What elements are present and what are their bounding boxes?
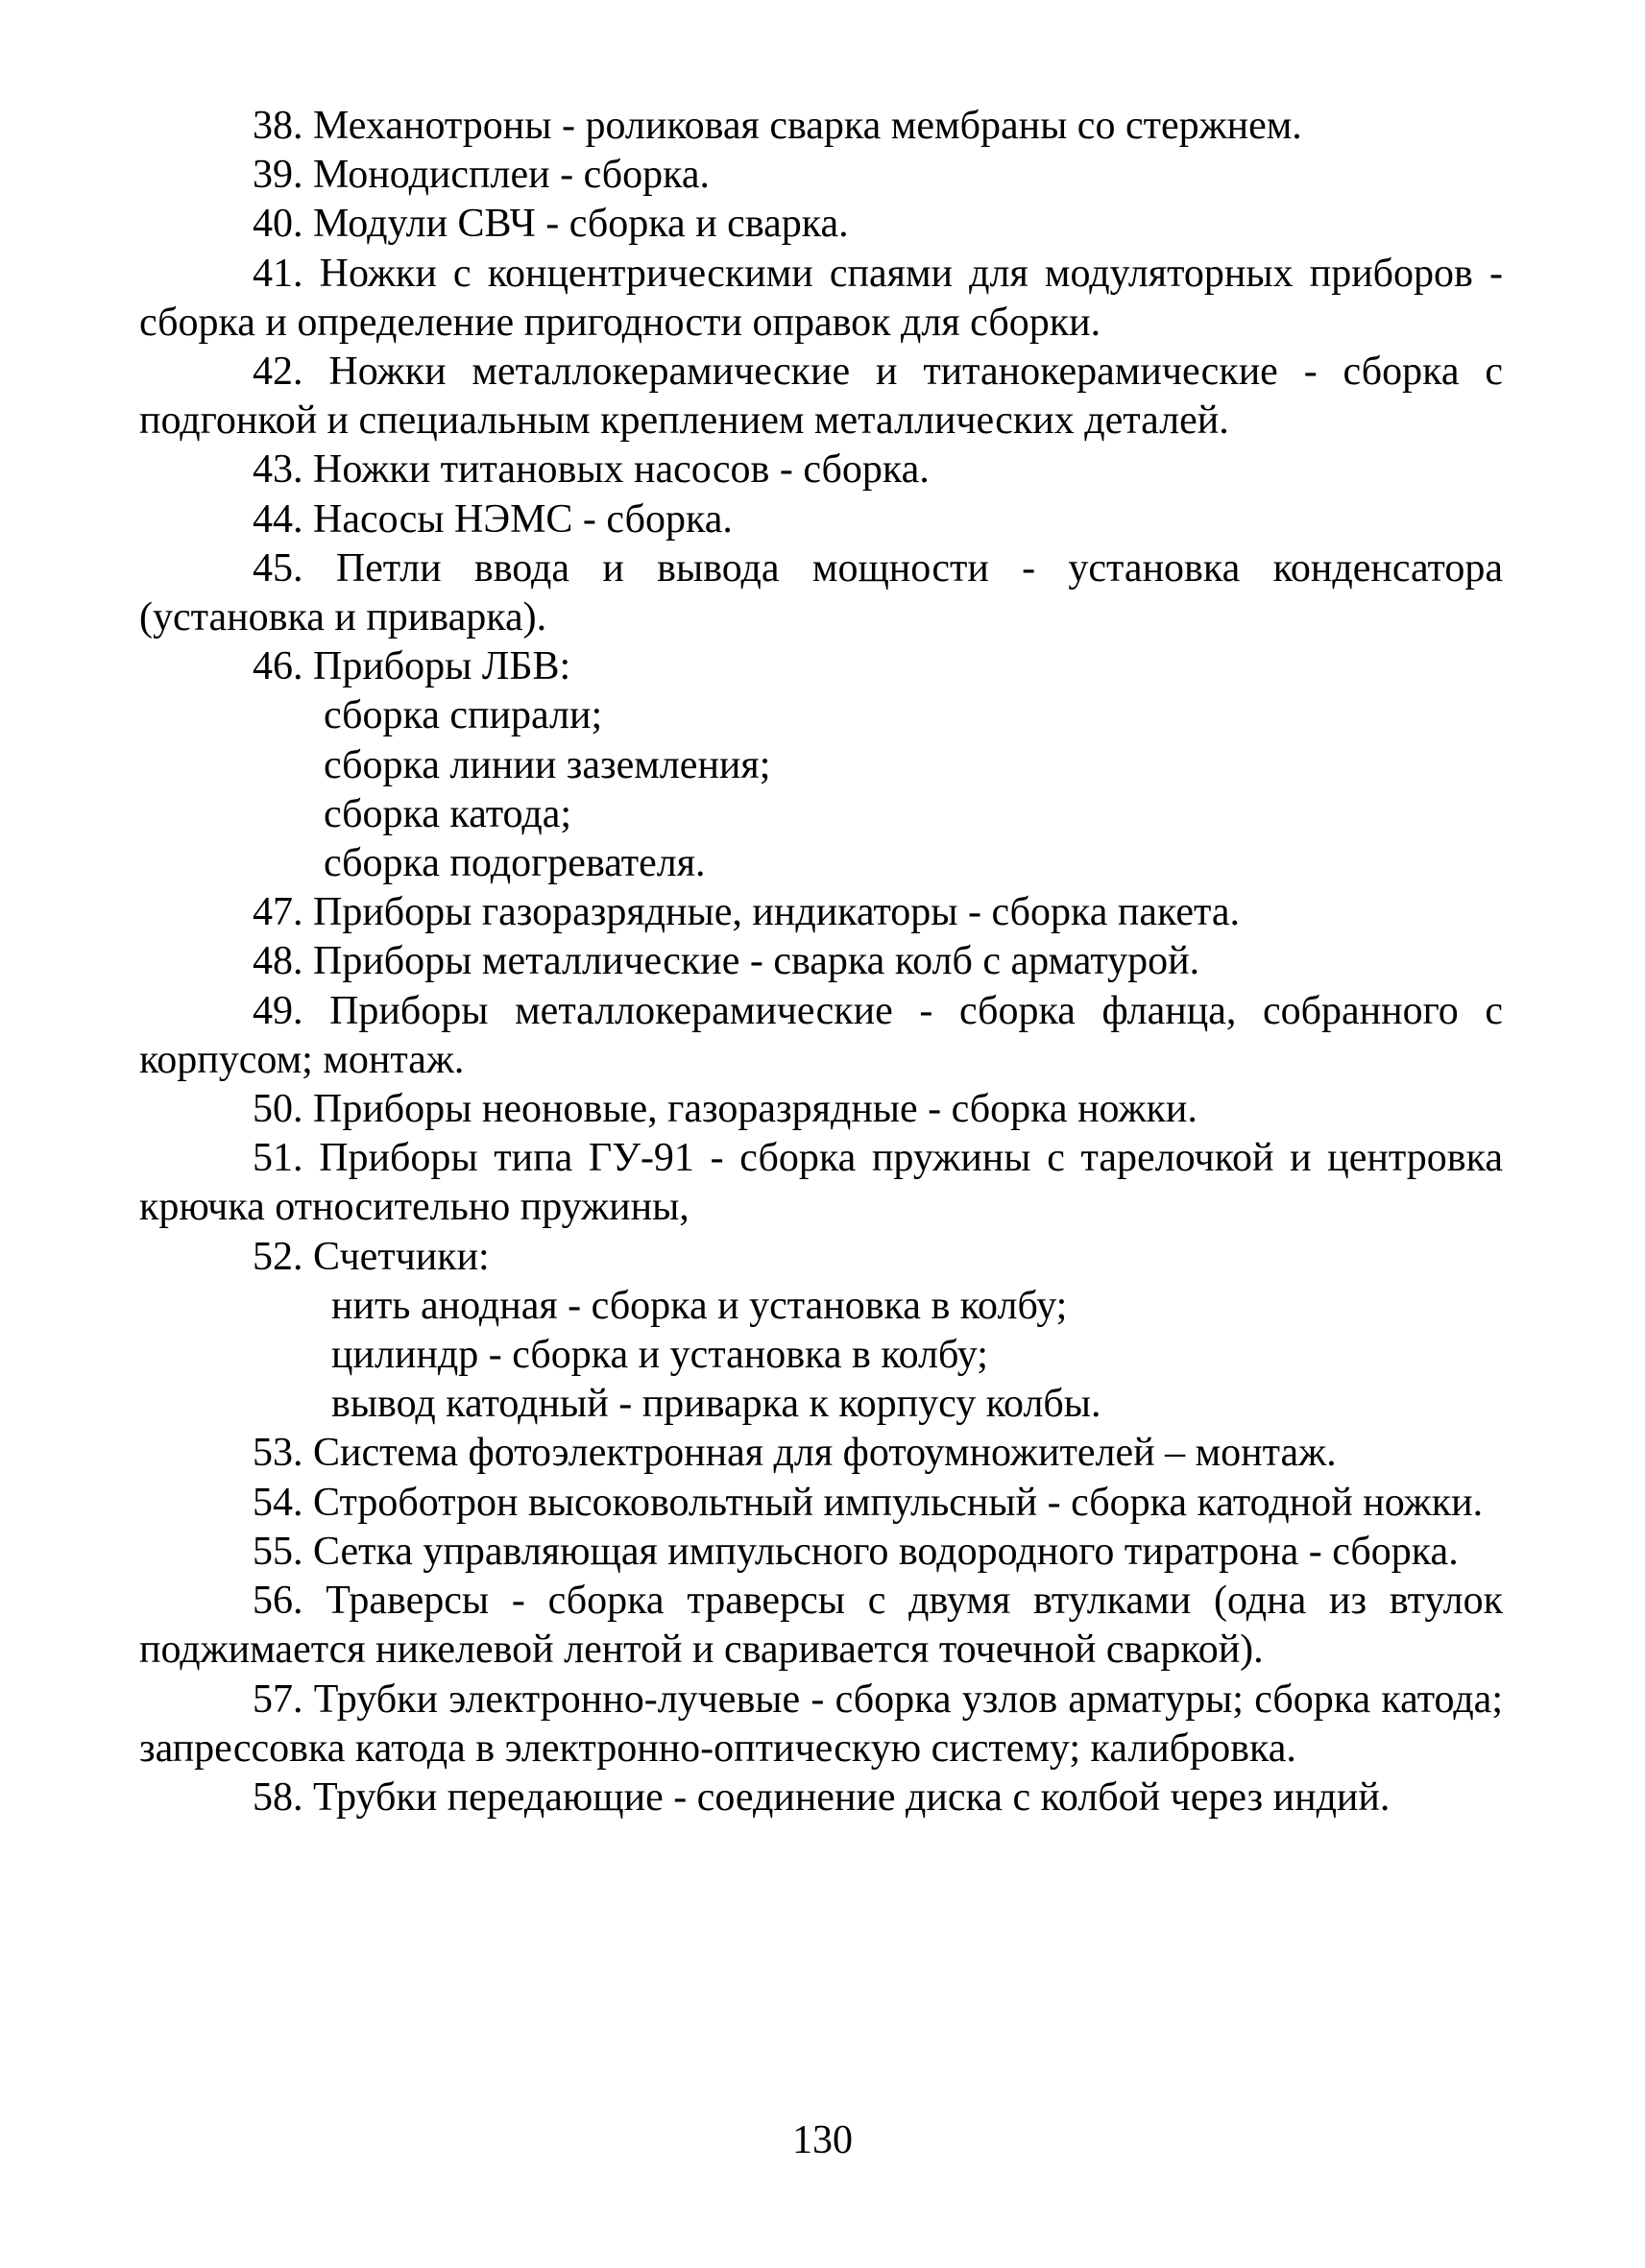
sub-item-46-1: сборка спирали;	[324, 693, 603, 738]
list-item-53: 53. Система фотоэлектронная для фотоумножителей – монтаж.	[253, 1431, 1337, 1476]
list-text	[139, 102, 1503, 1822]
page-number: 130	[792, 2118, 853, 2162]
list-item-43: 43. Ножки титановых насосов - сборка.	[253, 447, 930, 493]
list-item-47: 47. Приборы газоразрядные, индикаторы - сборка пакета.	[253, 890, 1241, 935]
list-item-58: 58. Трубки передающие - соединение диска с колбой через индий.	[253, 1774, 1391, 1820]
list-item-42: 42. Ножки металлокерамические и титанокерамические - сборка с подгонкой и специальным креплением металлических деталей.	[139, 350, 1503, 444]
list-item-48: 48. Приборы металлические - сварка колб с арматурой.	[253, 939, 1200, 984]
list-item-49: 49. Приборы металлокерамические - сборка фланца, собранного с корпусом; монтаж.	[139, 988, 1503, 1082]
sub-item-46-2: сборка линии заземления;	[324, 742, 771, 787]
list-item-38: 38. Механотроны - роликовая сварка мембраны со стержнем.	[253, 104, 1302, 148]
list-item-44: 44. Насосы НЭМС - сборка.	[253, 496, 733, 542]
list-item-46: 46. Приборы ЛБВ:	[253, 644, 571, 689]
list-item-40: 40. Модули СВЧ - сборка и сварка.	[253, 202, 849, 247]
sub-item-46-3: сборка катода;	[324, 791, 572, 836]
sub-item-52-3: вывод катодный - приварка к корпусу колбы.	[331, 1382, 1101, 1427]
list-item-57: 57. Трубки электронно-лучевые - сборка узлов арматуры; сборка катода; запрессовка катода в электронно-оптическую систему; калибровка.	[139, 1677, 1503, 1771]
list-item-45: 45. Петли ввода и вывода мощности - установка конденсатора (установка и приварка).	[139, 545, 1503, 640]
list-item-41: 41. Ножки с концентрическими спаями для модуляторных приборов - сборка и определение пригодности оправок для сборки.	[139, 251, 1503, 345]
sub-item-46-4: сборка подогревателя.	[324, 841, 706, 886]
sub-item-52-1: нить анодная - сборка и установка в колбу;	[331, 1283, 1068, 1328]
sub-item-52-2: цилиндр - сборка и установка в колбу;	[331, 1333, 988, 1378]
list-item-55: 55. Сетка управляющая импульсного водородного тиратрона - сборка.	[253, 1529, 1459, 1574]
list-item-54: 54. Строботрон высоковольтный импульсный - сборка катодной ножки.	[253, 1480, 1484, 1525]
list-item-39: 39. Монодисплеи - сборка.	[253, 153, 711, 198]
list-item-50: 50. Приборы неоновые, газоразрядные - сборка ножки.	[253, 1087, 1197, 1132]
list-item-52: 52. Счетчики:	[253, 1234, 490, 1279]
list-item-51: 51. Приборы типа ГУ-91 - сборка пружины с тарелочкой и центровка крючка относительно пружины,	[139, 1136, 1503, 1230]
list-item-56: 56. Траверсы - сборка траверсы с двумя втулками (одна из втулок поджимается никелевой лентой и сваривается точечной сваркой).	[139, 1579, 1503, 1673]
